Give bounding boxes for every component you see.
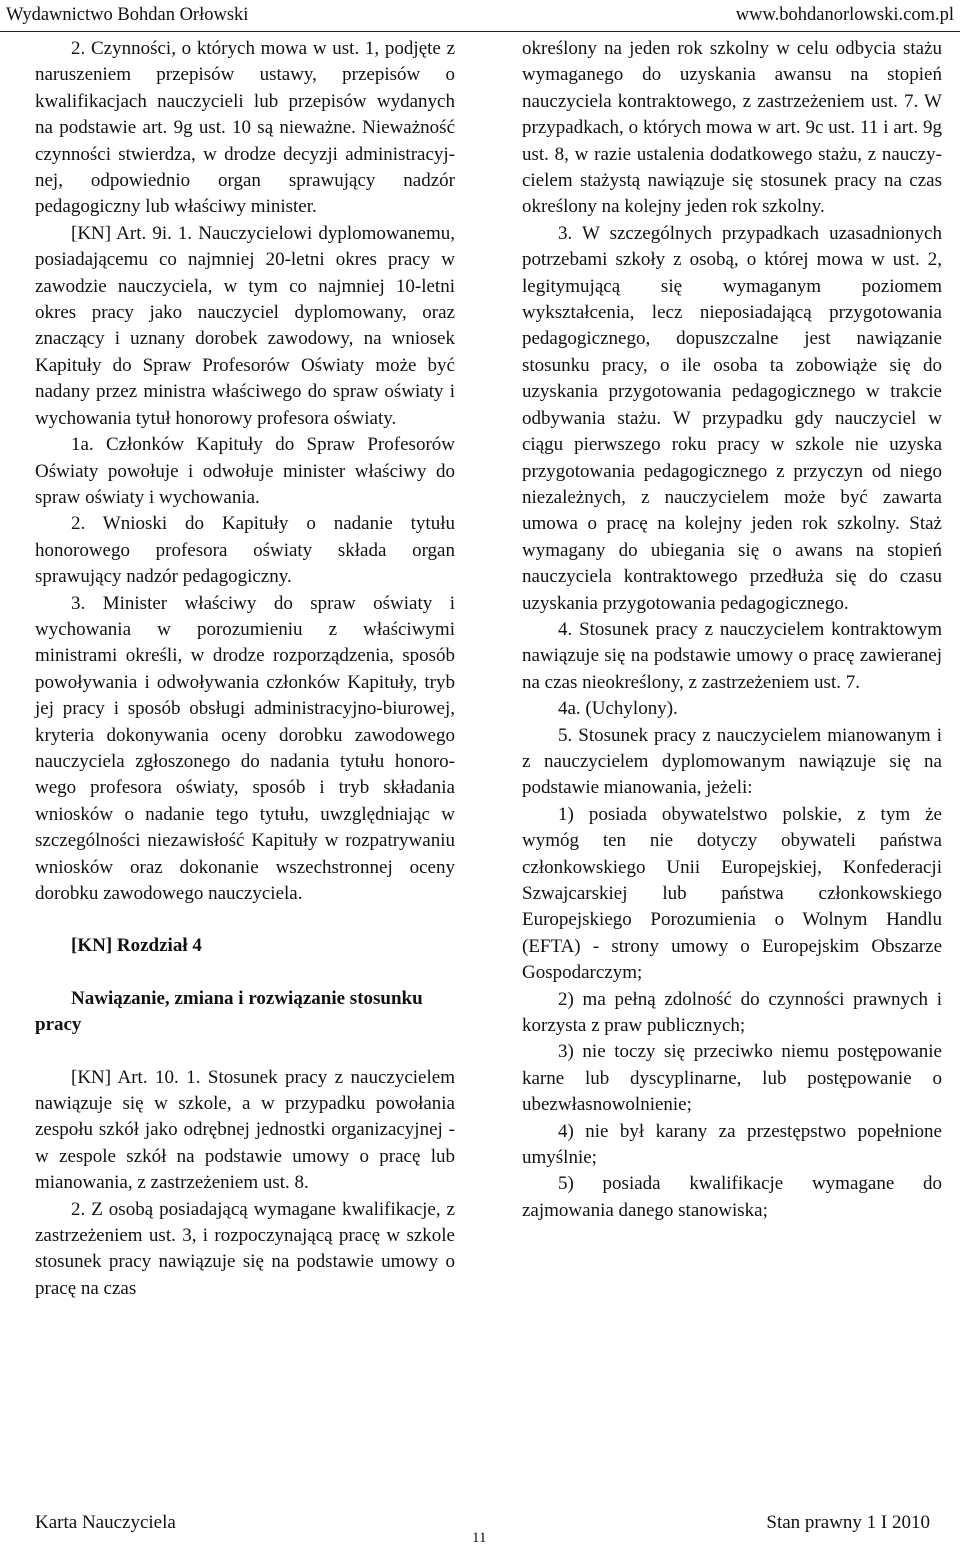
publisher-name: Wydawnictwo Bohdan Orłowski bbox=[6, 5, 249, 25]
list-item: 3) nie toczy się przeciwko niemu postępowanie karne lub dyscyplinarne, lub postępowanie o ubezwłasnowolnienie; bbox=[522, 1041, 942, 1116]
list-item: 1) posiada obywatelstwo polskie, z tym że wymóg ten nie dotyczy obywateli państwa członkowskiego Unii Europejskiej, Konfederacji Szwajcarskiej lub państwa członkowskiego Europejskiego Porozumienia o Wolnym Handlu (EFTA) - strony umowy o Europejskim Obszarze Gospodarczym; bbox=[522, 803, 942, 984]
chapter-title: [KN] Rozdział 4 bbox=[71, 935, 202, 957]
list-item: 5) posiada kwalifikacje wymagane do zajmowania danego stanowiska; bbox=[522, 1173, 942, 1221]
paragraph: 2. Wnioski do Kapituły o nadanie tytułu honorowego profesora oświaty składa organ sprawujący nadzór pedagogiczny. bbox=[35, 513, 455, 588]
paragraph: 2. Z osobą posiadającą wymagane kwalifikacje, z zastrzeżeniem ust. 3, i rozpoczynającą pracę w szkole stosunek pracy nawiązuje się na podstawie umowy o pracę na czas bbox=[35, 1198, 455, 1299]
list-item: 2) ma pełną zdolność do czynności prawnych i korzysta z praw publicznych; bbox=[522, 988, 942, 1037]
paragraph: [KN] Art. 9i. 1. Nauczycielowi dyplomowanemu, posiadającemu co najmniej 20-letni okres pracy w zawodzie nauczyciela, w tym co najmniej 10-letni okres pracy jako nauczyciel dyplomowany, oraz znaczący i uznany dorobek zawodowy, na wniosek Kapituły do Spraw Profesorów Oświaty może być nadany przez ministra właściwego do spraw oświaty i wychowania tytuł honorowy profesora oświaty. bbox=[35, 222, 455, 429]
page-number: 11 bbox=[472, 1530, 487, 1546]
paragraph: 4. Stosunek pracy z nauczycielem kontraktowym nawiązuje się na podstawie umowy o pracę zawieranej na czas nieokreślony, z zastrzeżeniem ust. 7. bbox=[522, 618, 942, 693]
page-header bbox=[0, 0, 960, 30]
paragraph: 1a. Członków Kapituły do Spraw Profesorów Oświaty powołuje i odwołuje minister właściwy do spraw oświaty i wychowania. bbox=[35, 434, 455, 508]
paragraph: [KN] Art. 10. 1. Stosunek pracy z nauczycielem nawiązuje się w szkole, a w przypadku powołania zespołu szkół jako odrębnej jednostki organizacyjnej - w zespole szkół na podstawie umowy o pracę lub mianowania, z zastrzeżeniem ust. 8. bbox=[35, 1066, 455, 1194]
left-column bbox=[35, 36, 455, 1302]
paragraph: 3. W szczególnych przypadkach uzasadnionych potrzebami szkoły z osobą, o której mowa w ust. 2, legitymującą się wymaganym poziomem wykształcenia, lecz nieposiadającą przygotowania pedagogicznego, dopuszczalne jest nawiązanie stosunku pracy, o ile osoba ta zobowiąże się do uzyskania przygotowania pedagogicznego w trakcie odbywania stażu. W przypadku gdy nauczyciel w ciągu pierwszego roku pracy w szkole nie uzyska przygotowania pedagogicznego z przyczyn od niego niezależnych, z nauczycielem może być zawarta umowa o pracę na kolejny jeden rok szkolny. Staż wymagany do ubiegania się o awans na stopień nauczyciela kontraktowego przedłuża się do czasu uzyskania przygotowania pedagogicznego. bbox=[522, 222, 942, 614]
header-divider bbox=[0, 31, 960, 32]
paragraph: 4a. (Uchylony). bbox=[558, 698, 678, 720]
page-footer bbox=[0, 1503, 960, 1546]
paragraph: 3. Minister właściwy do spraw oświaty i wychowania w porozumieniu z właściwymi ministrami określi, w drodze rozporządzenia, sposób powoływania i odwoływania członków Kapituły, tryb jej pracy i sposób obsługi administracyjno-biurowej, kryteria dokonywania oceny dorobku zawodowego nauczyciela zgłoszonego do nadania tytułu honorowego profesora oświaty, sposób i tryb składania wniosków o nadanie tego tytułu, uwzględniając w szczególności niezawisłość Kapituły w rozpatrywaniu wniosków oraz dokonanie wszechstronnej oceny dorobku zawodowego nauczyciela. bbox=[35, 592, 455, 904]
website-url[interactable]: www.bohdanorlowski.com.pl bbox=[735, 5, 954, 25]
legal-status: Stan prawny 1 I 2010 bbox=[766, 1512, 930, 1533]
right-column bbox=[522, 36, 942, 1224]
document-title: Karta Nauczyciela bbox=[35, 1512, 176, 1533]
paragraph: 5. Stosunek pracy z nauczycielem mianowanym i z nauczycielem dyplomowanym nawiązuje się na podstawie mianowania, jeżeli: bbox=[522, 724, 942, 799]
chapter-subtitle: Nawiązanie, zmiana i rozwiązanie stosunku pracy bbox=[35, 987, 423, 1036]
paragraph: 2. Czynności, o których mowa w ust. 1, podjęte z naruszeniem przepisów ustawy, przepisów o kwalifikacjach nauczycieli lub przepisów wydanych na podstawie art. 9g ust. 10 są nieważne. Nieważność czynności stwierdza, w drodze decyzji administracyjnej, odpowiednio organ sprawujący nadzór pedagogiczny lub właściwy minister. bbox=[35, 38, 455, 218]
paragraph: określony na jeden rok szkolny w celu odbycia stażu wymaganego do uzyskania awansu na stopień nauczyciela kontraktowego, z zastrzeżeniem ust. 7. W przypadkach, o których mowa w art. 9c ust. 11 i art. 9g ust. 8, w razie ustalenia dodatkowego stażu, z nauczycielem stażystą nawiązuje się stosunek pracy na czas określony na kolejny jeden rok szkolny. bbox=[522, 38, 942, 218]
list-item: 4) nie był karany za przestępstwo popełnione umyślnie; bbox=[522, 1120, 942, 1169]
